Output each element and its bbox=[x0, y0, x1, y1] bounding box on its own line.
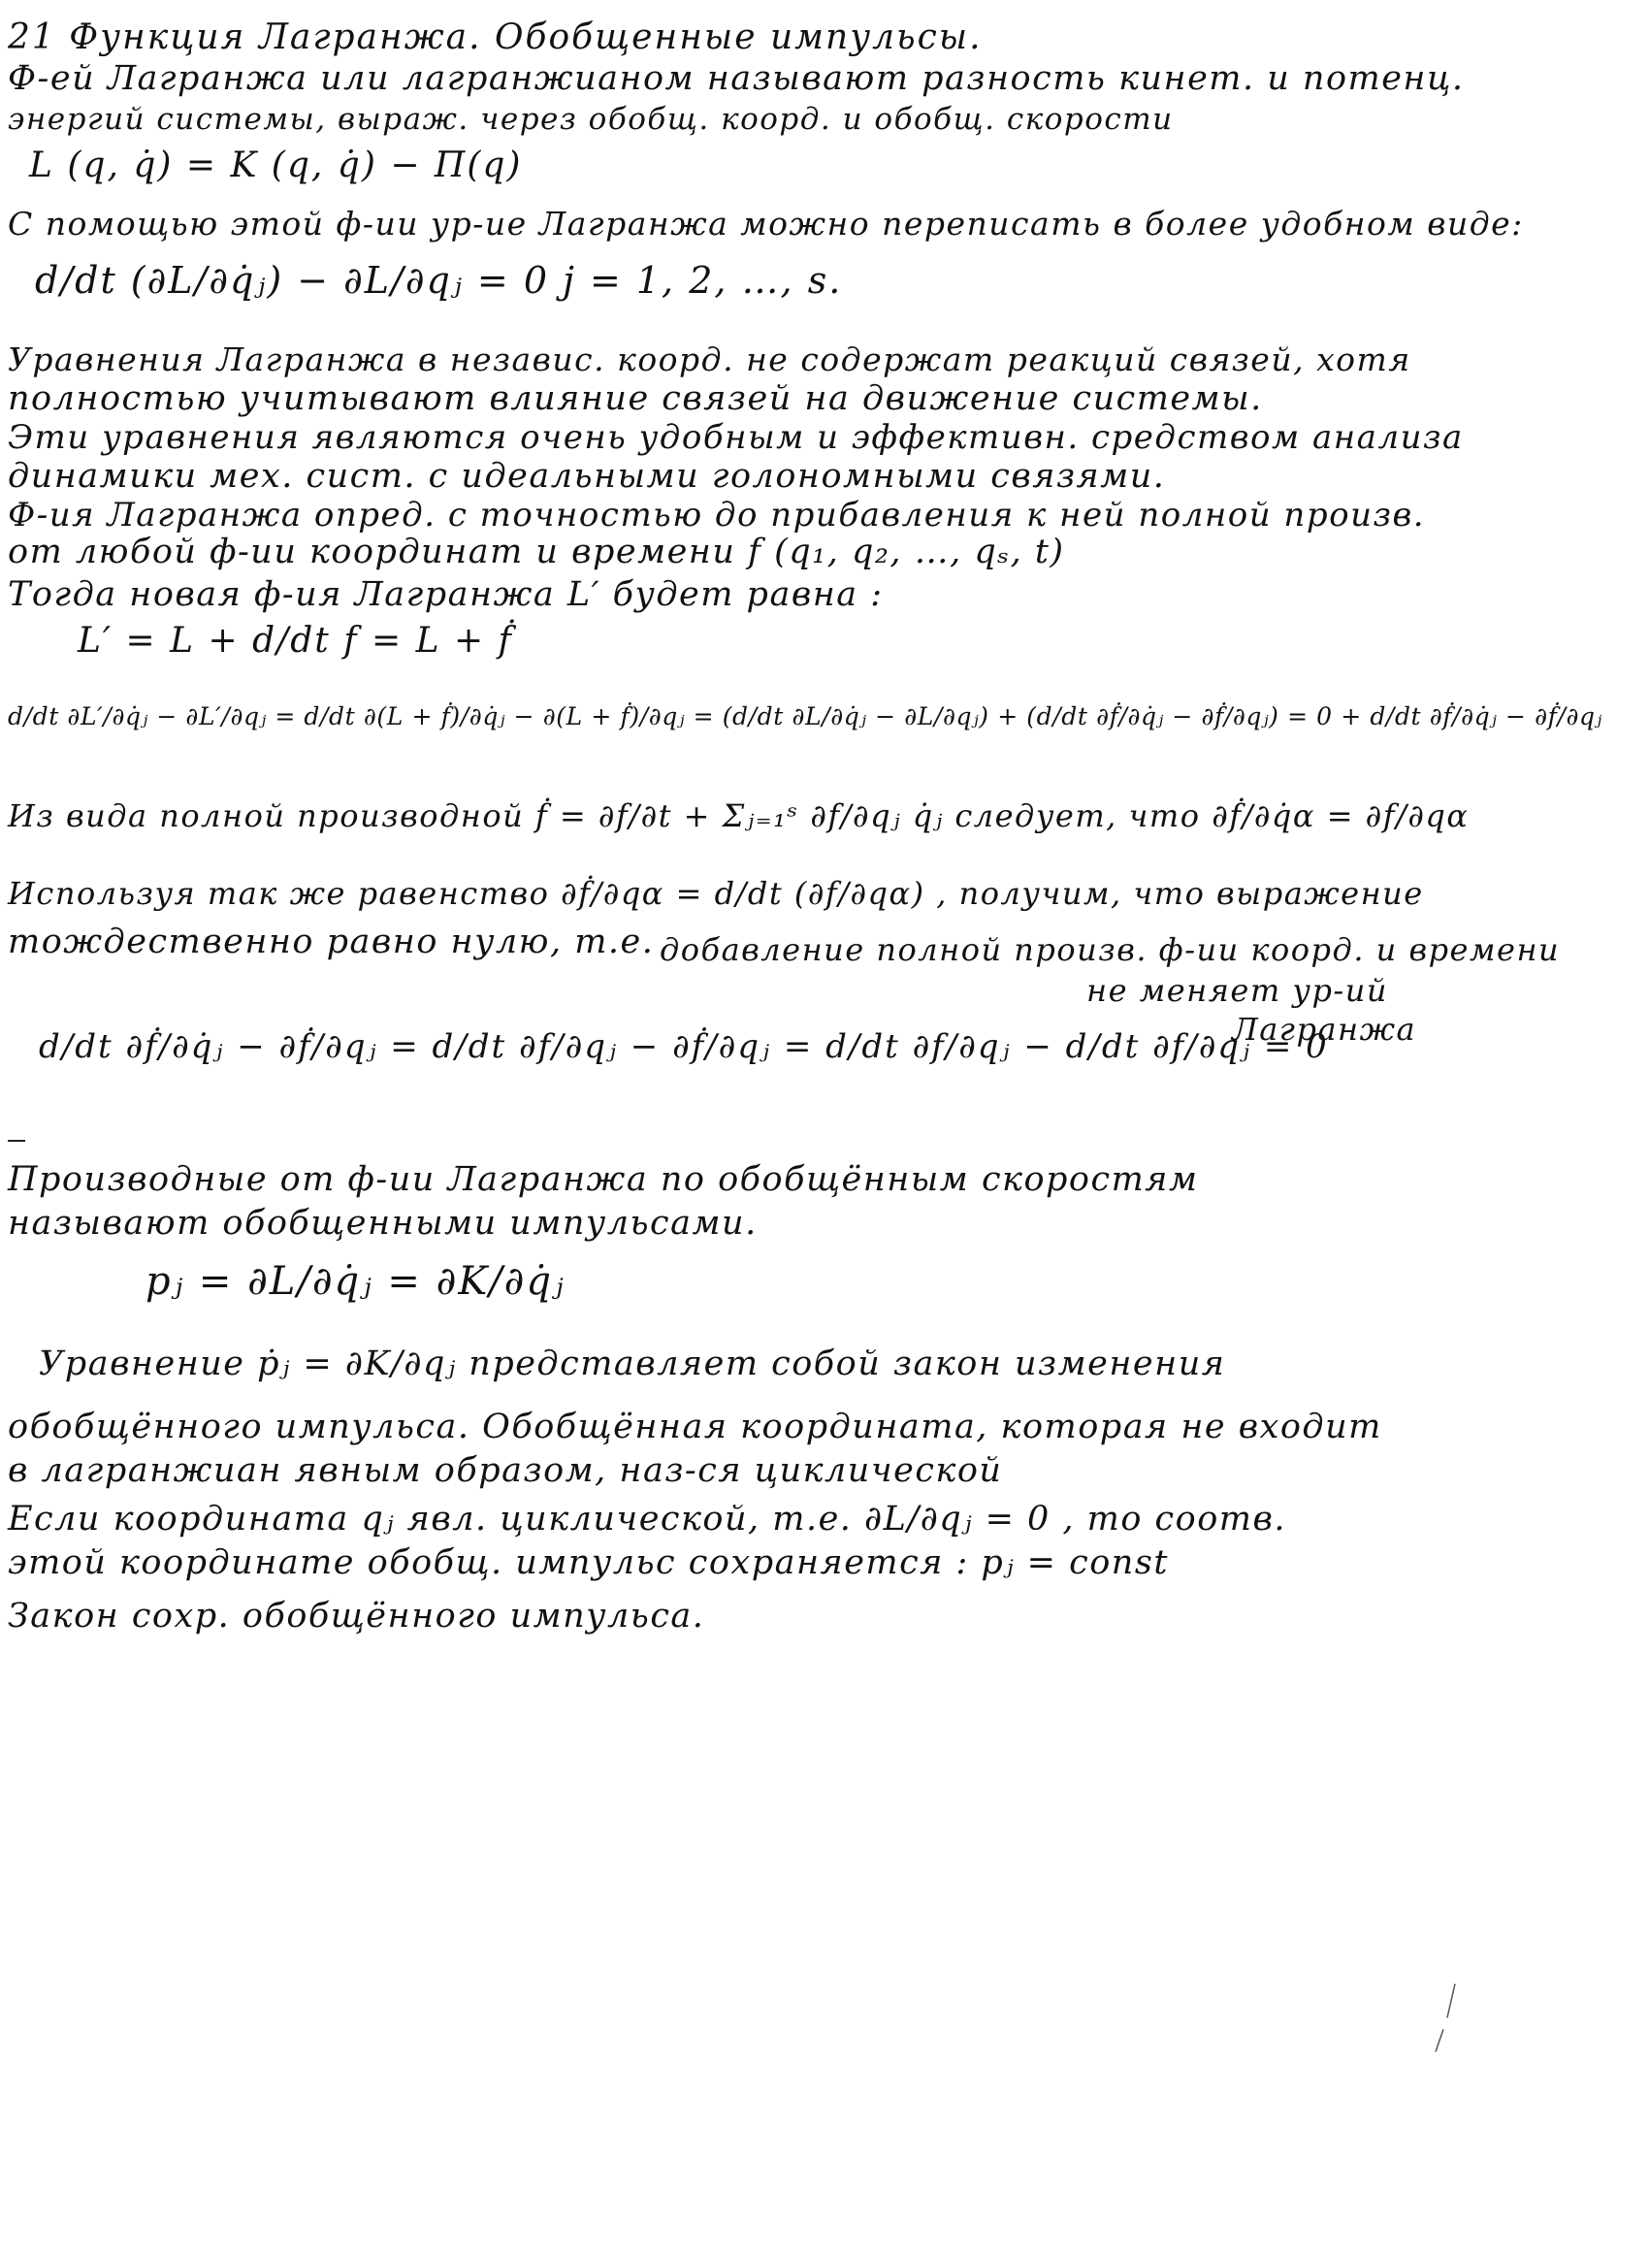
formula: d/dt ∂L′/∂q̇ⱼ − ∂L′/∂qⱼ = d/dt ∂(L + ḟ)/∂q̇ⱼ − ∂(L + ḟ)/∂qⱼ = (d/dt ∂L/∂q̇ⱼ − ∂L/∂qⱼ) + (d/dt ∂ḟ/∂q̇ⱼ − ∂ḟ/∂qⱼ) = 0 + d/dt ∂ḟ/∂q̇ⱼ − ∂ḟ/∂qⱼ bbox=[8, 702, 1602, 730]
text-line: энергий системы, выраж. через обобщ. коорд. и обобщ. скорости bbox=[8, 102, 1174, 137]
dash-mark bbox=[8, 1140, 25, 1142]
text-line: тождественно равно нулю, т.е. bbox=[8, 923, 655, 961]
formula: L′ = L + d/dt f = L + ḟ bbox=[78, 621, 513, 661]
formula: d/dt (∂L/∂q̇ⱼ) − ∂L/∂qⱼ = 0 j = 1, 2, …, s. bbox=[35, 259, 843, 302]
formula: pⱼ = ∂L/∂q̇ⱼ = ∂K/∂q̇ⱼ bbox=[146, 1259, 566, 1304]
formula: L (q, q̇) = K (q, q̇) − Π(q) bbox=[29, 146, 523, 185]
formula: d/dt ∂ḟ/∂q̇ⱼ − ∂ḟ/∂qⱼ = d/dt ∂f/∂qⱼ − ∂ḟ/∂qⱼ = d/dt ∂f/∂qⱼ − d/dt ∂f/∂qⱼ = 0 bbox=[39, 1027, 1329, 1066]
margin-note: Лагранжа bbox=[1232, 1011, 1417, 1048]
text-line: Используя так же равенство ∂ḟ/∂qα = d/dt (∂f/∂qα) , получим, что выражение bbox=[8, 875, 1424, 912]
text-line: С помощью этой ф-ии ур-ие Лагранжа можно переписать в более удобном виде: bbox=[8, 205, 1524, 243]
text-line: Из вида полной производной ḟ = ∂f/∂t + Σⱼ₌₁ˢ ∂f/∂qⱼ q̇ⱼ следует, что ∂ḟ/∂q̇α = ∂f/∂qα bbox=[8, 797, 1470, 834]
text-line: динамики мех. сист. с идеальными голономными связями. bbox=[8, 457, 1166, 496]
text-line: Производные от ф-ии Лагранжа по обобщённым скоростям bbox=[8, 1160, 1199, 1199]
margin-note: добавление полной произв. ф-ии коорд. и времени bbox=[660, 931, 1561, 968]
stray-pen-mark bbox=[1426, 1979, 1465, 2057]
text-line: Ф-ей Лагранжа или лагранжианом называют разность кинет. и потенц. bbox=[8, 59, 1465, 98]
text-line: называют обобщенными импульсами. bbox=[8, 1204, 758, 1243]
text-line: обобщённого импульса. Обобщённая координата, которая не входит bbox=[8, 1408, 1382, 1446]
text-line: от любой ф-ии координат и времени f (q₁, q₂, …, qₛ, t) bbox=[8, 533, 1065, 571]
margin-note: не меняет ур-ий bbox=[1086, 972, 1388, 1009]
text-line: в лагранжиан явным образом, наз-ся циклической bbox=[8, 1451, 1003, 1490]
text-line: Уравнение ṗⱼ = ∂K/∂qⱼ представляет собой закон изменения bbox=[39, 1345, 1226, 1383]
text-line: Если координата qⱼ явл. циклической, т.е. ∂L/∂qⱼ = 0 , то соотв. bbox=[8, 1500, 1286, 1539]
text-line: Уравнения Лагранжа в независ. коорд. не содержат реакций связей, хотя bbox=[8, 340, 1411, 378]
text-line: Ф-ия Лагранжа опред. с точностью до прибавления к ней полной произв. bbox=[8, 496, 1426, 535]
text-line: полностью учитывают влияние связей на движение системы. bbox=[8, 379, 1263, 418]
text-line: Тогда новая ф-ия Лагранжа L′ будет равна : bbox=[8, 575, 884, 614]
text-line: Эти уравнения являются очень удобным и эффективн. средством анализа bbox=[8, 418, 1464, 457]
text-line: Закон сохр. обобщённого импульса. bbox=[8, 1597, 705, 1636]
text-line: этой координате обобщ. импульс сохраняется : pⱼ = const bbox=[8, 1543, 1169, 1582]
heading: 21 Функция Лагранжа. Обобщенные импульсы. bbox=[8, 17, 983, 57]
